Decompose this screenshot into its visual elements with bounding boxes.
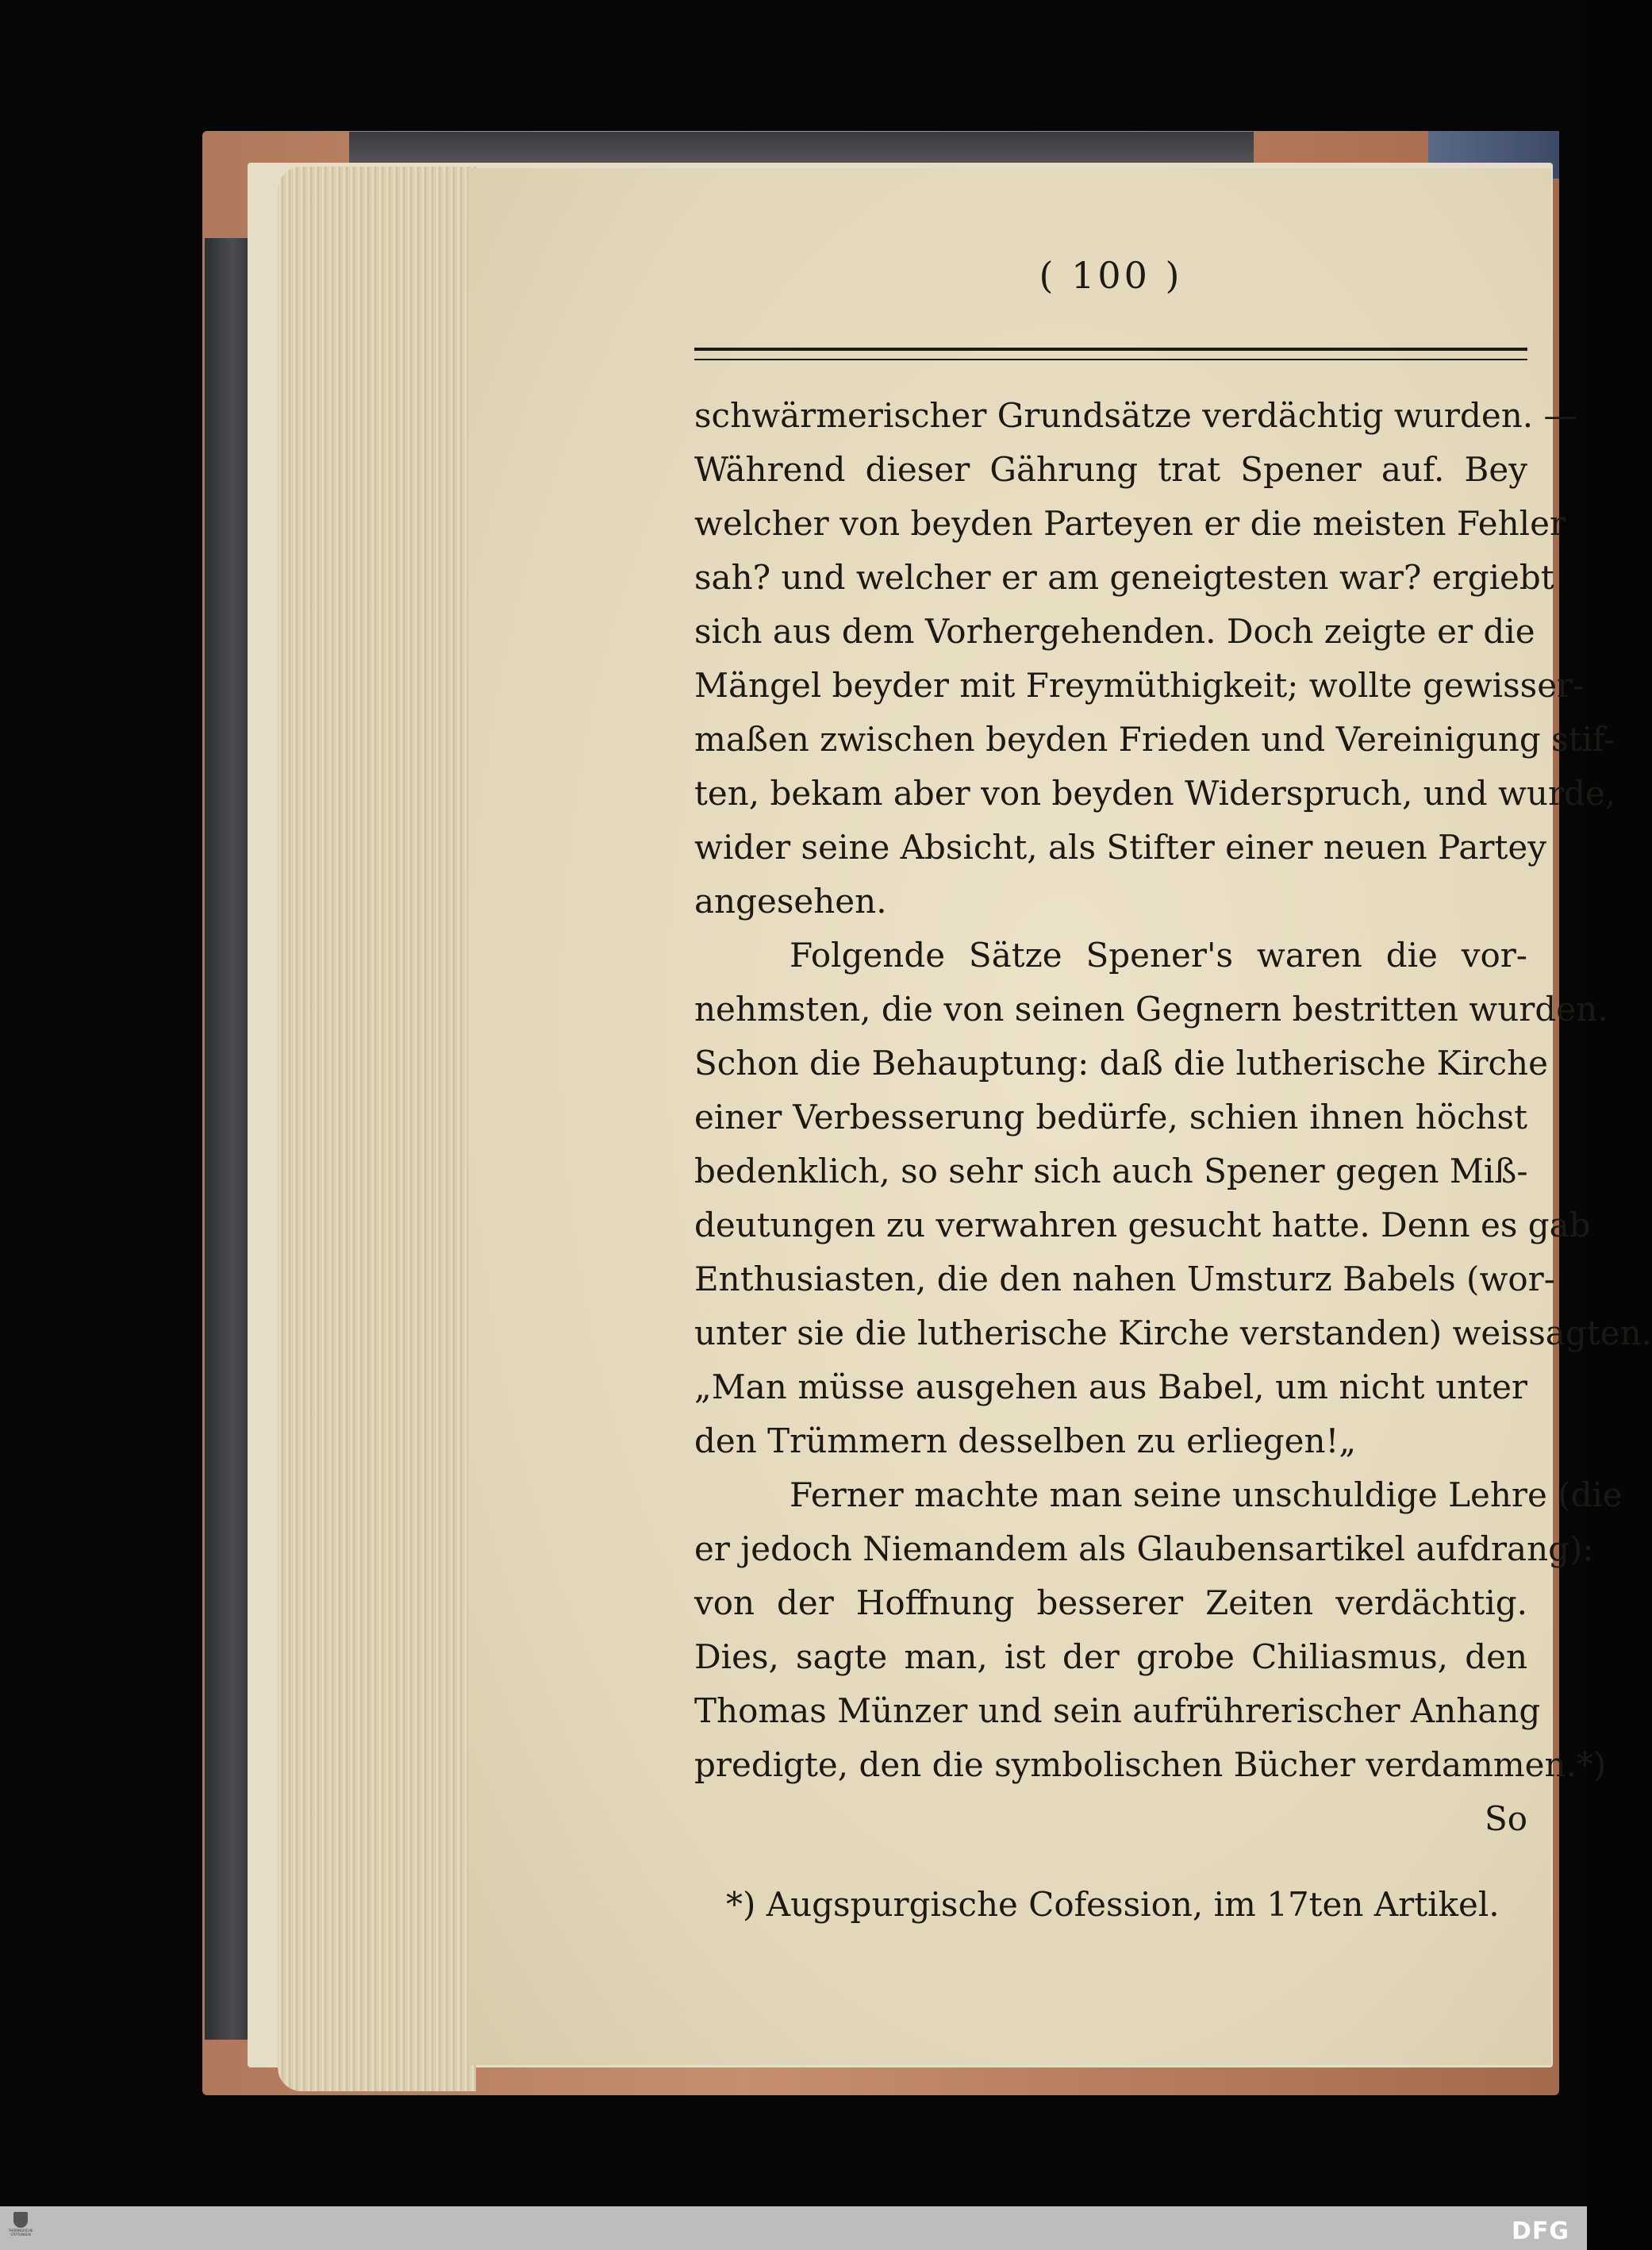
text-line: „Man müsse ausgehen aus Babel, um nicht unter	[694, 1367, 1527, 1406]
text-line: welcher von beyden Parteyen er die meisten Fehler	[694, 504, 1566, 543]
text-line: Schon die Behauptung: daß die lutherische Kirche	[694, 1044, 1548, 1083]
text-line: Thomas Münzer und sein aufrührerischer Anhang	[694, 1691, 1541, 1730]
text-line: sich aus dem Vorhergehenden. Doch zeigte er die	[694, 612, 1535, 651]
text-line: ten, bekam aber von beyden Widerspruch, und wurde,	[694, 774, 1616, 813]
header-rule	[694, 348, 1527, 360]
text-line: schwärmerischer Grundsätze verdächtig wurden. —	[694, 396, 1577, 435]
text-line: deutungen zu verwahren gesucht hatte. Denn es gab	[694, 1206, 1591, 1244]
text-line: Folgende Sätze Spener's waren die vor-	[790, 936, 1527, 975]
text-line: den Trümmern desselben zu erliegen!„	[694, 1421, 1357, 1460]
text-line: von der Hoffnung besserer Zeiten verdächtig.	[694, 1583, 1527, 1622]
library-logo	[5, 2212, 36, 2245]
viewer-footer-bar	[0, 2206, 1587, 2250]
page-edges	[278, 167, 476, 2091]
page-number: ( 100 )	[1039, 254, 1183, 297]
text-line: unter sie die lutherische Kirche verstanden) weissagten.	[694, 1313, 1652, 1352]
text-line: er jedoch Niemandem als Glaubensartikel aufdrang):	[694, 1529, 1594, 1568]
dfg-logo: DFG	[1511, 2217, 1569, 2245]
library-logo-text: THÜRINGISCHE STIFTUNGEN	[8, 2229, 33, 2237]
cover-top-strip	[349, 132, 1254, 165]
catchword: So	[1484, 1799, 1527, 1838]
text-line: predigte, den die symbolischen Bücher verdammen.*)	[694, 1745, 1607, 1784]
footnote: *) Augspurgische Cofession, im 17ten Artikel.	[726, 1885, 1500, 1924]
shield-icon	[13, 2212, 28, 2228]
text-line: einer Verbesserung bedürfe, schien ihnen höchst	[694, 1098, 1527, 1137]
text-line: nehmsten, die von seinen Gegnern bestritten wurden.	[694, 990, 1608, 1029]
text-line: Während dieser Gährung trat Spener auf. Bey	[694, 450, 1527, 489]
text-line: bedenklich, so sehr sich auch Spener gegen Miß-	[694, 1152, 1528, 1190]
text-line: sah? und welcher er am geneigtesten war? ergiebt	[694, 558, 1554, 597]
text-line: maßen zwischen beyden Frieden und Vereinigung stif-	[694, 720, 1616, 759]
text-line: Ferner machte man seine unschuldige Lehre (die	[790, 1475, 1623, 1514]
body-text	[694, 389, 1652, 1846]
text-line: wider seine Absicht, als Stifter einer neuen Partey	[694, 828, 1546, 867]
text-line: Enthusiasten, die den nahen Umsturz Babels (wor-	[694, 1260, 1555, 1298]
text-line: Dies, sagte man, ist der grobe Chiliasmus, den	[694, 1637, 1527, 1676]
text-line: Mängel beyder mit Freymüthigkeit; wollte gewisser-	[694, 666, 1585, 705]
text-line: angesehen.	[694, 882, 887, 921]
